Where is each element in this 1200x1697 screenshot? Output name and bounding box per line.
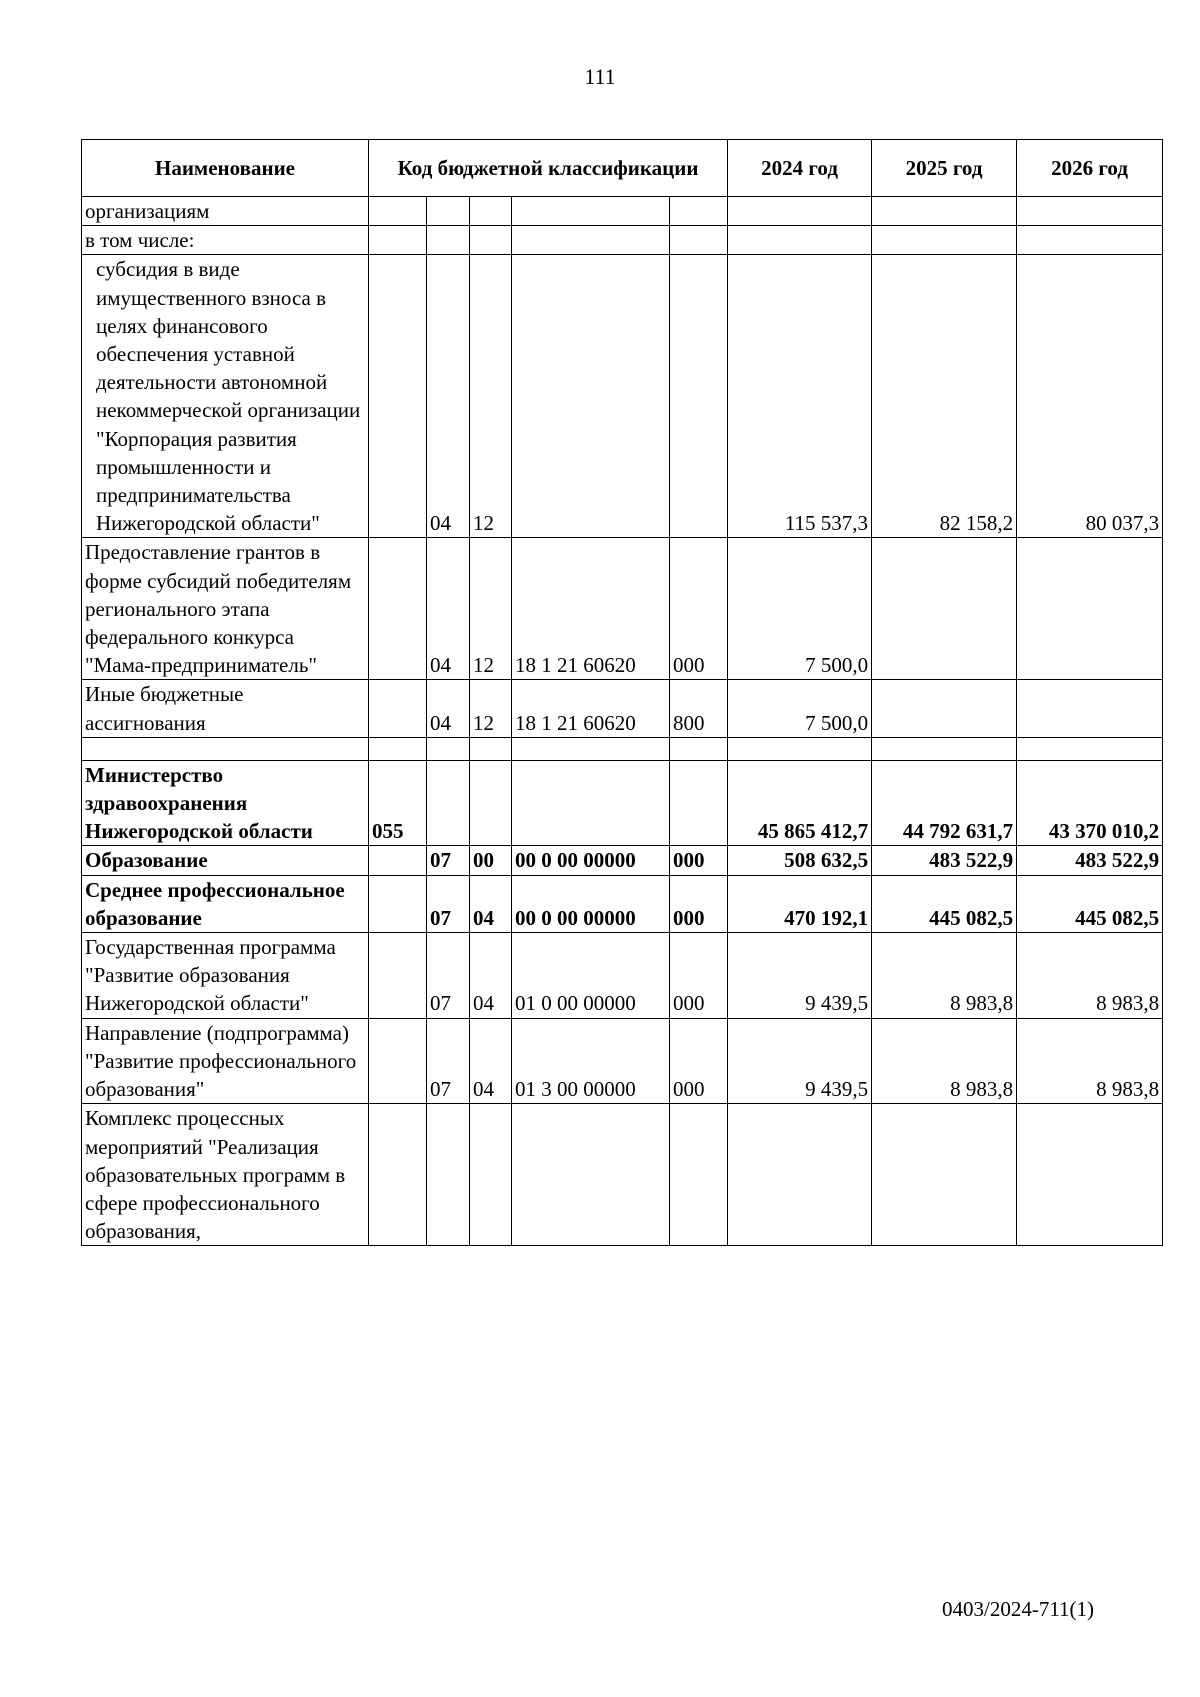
table-row [82,255,1163,538]
row-expense-type-code: 000 [670,933,728,1019]
row-subsection-code [470,197,512,226]
row-2025-amount: 483 522,9 [872,846,1017,875]
row-section-code: 04 [427,255,470,538]
row-2024-amount: 45 865 412,7 [728,760,872,846]
row-2024-amount [728,1104,872,1246]
row-subsection-code: 00 [470,846,512,875]
row-expense-type-code [670,226,728,255]
row-subsection-code: 12 [470,255,512,538]
row-subsection-code: 12 [470,538,512,680]
row-section-code: 07 [427,933,470,1019]
row-target-article-code [512,197,670,226]
row-expense-type-code: 000 [670,846,728,875]
table-row [82,1104,1163,1246]
row-2025-amount [872,538,1017,680]
row-target-article-code: 00 0 00 00000 [512,846,670,875]
row-target-article-code [512,1104,670,1246]
row-name: Министерство здравоохранения Нижегородской области [82,760,369,846]
row-2025-amount [872,226,1017,255]
row-2026-amount [1017,737,1163,760]
row-name: Среднее профессиональное образование [82,875,369,932]
row-subsection-code: 04 [470,1018,512,1104]
header-code: Код бюджетной классификации [369,140,728,197]
row-target-article-code [512,760,670,846]
row-2024-amount [728,737,872,760]
header-2026: 2026 год [1017,140,1163,197]
row-section-code [427,737,470,760]
row-grbs-code: 055 [369,760,427,846]
row-name: Предоставление грантов в форме субсидий победителям регионального этапа федерального конкурса "Мама-предприниматель" [82,538,369,680]
row-expense-type-code [670,737,728,760]
header-2024: 2024 год [728,140,872,197]
row-target-article-code: 18 1 21 60620 [512,680,670,737]
table-row [82,1018,1163,1104]
table-row [82,197,1163,226]
row-2024-amount: 9 439,5 [728,1018,872,1104]
row-section-code [427,760,470,846]
row-2026-amount [1017,538,1163,680]
row-2025-amount: 82 158,2 [872,255,1017,538]
row-2025-amount: 445 082,5 [872,875,1017,932]
table-header [82,140,1163,197]
row-grbs-code [369,680,427,737]
row-2026-amount [1017,680,1163,737]
row-2025-amount [872,680,1017,737]
row-expense-type-code: 000 [670,538,728,680]
row-name: Образование [82,846,369,875]
row-target-article-code [512,737,670,760]
header-name: Наименование [82,140,369,197]
budget-table [81,139,1163,1246]
row-2026-amount [1017,226,1163,255]
row-grbs-code [369,846,427,875]
row-2026-amount: 445 082,5 [1017,875,1163,932]
row-grbs-code [369,197,427,226]
row-section-code: 04 [427,538,470,680]
table-row [82,933,1163,1019]
row-name [82,737,369,760]
table-row [82,846,1163,875]
row-2026-amount: 80 037,3 [1017,255,1163,538]
row-expense-type-code [670,255,728,538]
row-2026-amount: 483 522,9 [1017,846,1163,875]
row-2024-amount: 7 500,0 [728,538,872,680]
row-2024-amount: 508 632,5 [728,846,872,875]
table-row [82,737,1163,760]
row-expense-type-code [670,1104,728,1246]
row-name: в том числе: [82,226,369,255]
row-grbs-code [369,538,427,680]
row-expense-type-code: 000 [670,1018,728,1104]
row-target-article-code [512,226,670,255]
row-target-article-code: 01 0 00 00000 [512,933,670,1019]
row-2026-amount [1017,1104,1163,1246]
row-2024-amount: 470 192,1 [728,875,872,932]
row-2026-amount: 43 370 010,2 [1017,760,1163,846]
row-section-code: 07 [427,1018,470,1104]
row-2025-amount [872,197,1017,226]
row-subsection-code [470,737,512,760]
row-section-code: 04 [427,680,470,737]
row-2024-amount: 115 537,3 [728,255,872,538]
row-target-article-code: 00 0 00 00000 [512,875,670,932]
row-2026-amount: 8 983,8 [1017,933,1163,1019]
table-row [82,226,1163,255]
table-row [82,538,1163,680]
row-section-code: 07 [427,846,470,875]
row-2025-amount [872,1104,1017,1246]
row-target-article-code [512,255,670,538]
row-target-article-code: 01 3 00 00000 [512,1018,670,1104]
row-2024-amount [728,197,872,226]
row-expense-type-code: 800 [670,680,728,737]
row-expense-type-code: 000 [670,875,728,932]
row-2025-amount: 44 792 631,7 [872,760,1017,846]
row-name: организациям [82,197,369,226]
row-2025-amount: 8 983,8 [872,933,1017,1019]
row-2024-amount [728,226,872,255]
row-name: Направление (подпрограмма) "Развитие профессионального образования" [82,1018,369,1104]
row-subsection-code: 04 [470,875,512,932]
row-expense-type-code [670,760,728,846]
row-grbs-code [369,875,427,932]
row-2025-amount: 8 983,8 [872,1018,1017,1104]
row-name: Государственная программа "Развитие образования Нижегородской области" [82,933,369,1019]
row-subsection-code: 12 [470,680,512,737]
row-section-code [427,197,470,226]
row-section-code [427,1104,470,1246]
row-name: Комплекс процессных мероприятий "Реализация образовательных программ в сфере профессионального образования, [82,1104,369,1246]
row-subsection-code [470,226,512,255]
page-number: 111 [584,64,616,89]
row-grbs-code [369,1018,427,1104]
row-section-code: 07 [427,875,470,932]
row-subsection-code [470,1104,512,1246]
row-2026-amount: 8 983,8 [1017,1018,1163,1104]
table-row [82,875,1163,932]
row-grbs-code [369,933,427,1019]
document-code: 0403/2024-711(1) [942,1597,1095,1621]
row-name: субсидия в виде имущественного взноса в целях финансового обеспечения уставной деятельности автономной некоммерческой организации "Корпорация развития промышленности и предпринимательства Нижегородской области" [82,255,369,538]
row-2026-amount [1017,197,1163,226]
row-grbs-code [369,737,427,760]
row-grbs-code [369,255,427,538]
row-target-article-code: 18 1 21 60620 [512,538,670,680]
row-2025-amount [872,737,1017,760]
row-2024-amount: 9 439,5 [728,933,872,1019]
table-row [82,680,1163,737]
row-subsection-code: 04 [470,933,512,1019]
row-grbs-code [369,226,427,255]
row-expense-type-code [670,197,728,226]
row-2024-amount: 7 500,0 [728,680,872,737]
row-grbs-code [369,1104,427,1246]
header-2025: 2025 год [872,140,1017,197]
row-name: Иные бюджетные ассигнования [82,680,369,737]
row-section-code [427,226,470,255]
table-row [82,760,1163,846]
row-subsection-code [470,760,512,846]
